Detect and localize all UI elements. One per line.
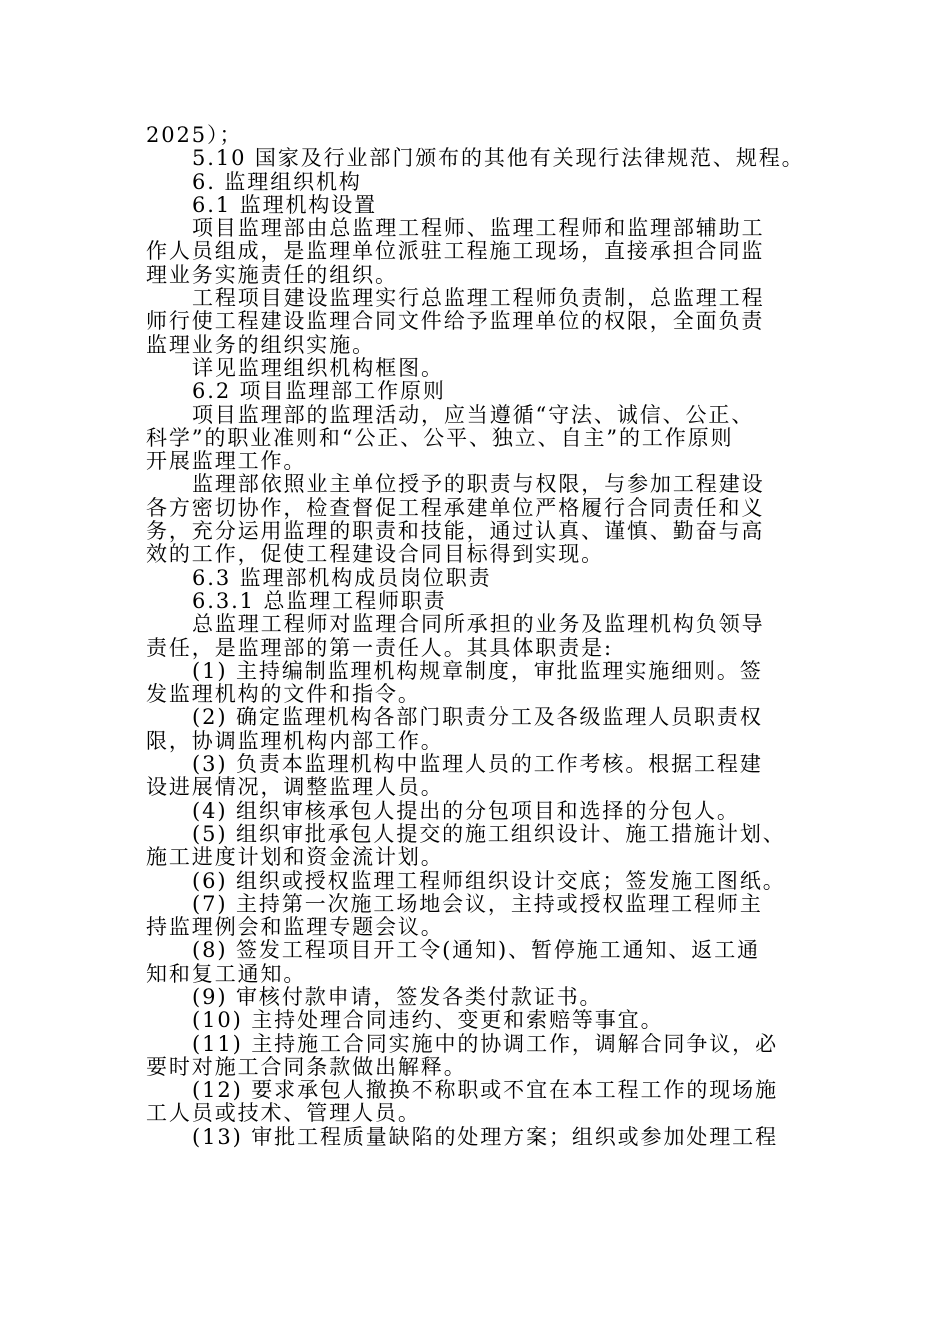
text-line: (6) 组织或授权监理工程师组织设计交底；签发施工图纸。 <box>192 868 786 893</box>
text-line: 6.3.1 总监理工程师职责 <box>192 588 447 613</box>
text-line: 开展监理工作。 <box>146 449 307 474</box>
text-line: (2) 确定监理机构各部门职责分工及各级监理人员职责权 <box>192 705 763 730</box>
text-line: 6. 监理组织机构 <box>192 169 362 194</box>
text-line: (1) 主持编制监理机构规章制度，审批监理实施细则。签 <box>192 658 763 683</box>
text-line: 持监理例会和监理专题会议。 <box>146 915 444 940</box>
text-line: (7) 主持第一次施工场地会议，主持或授权监理工程师主 <box>192 891 763 916</box>
text-line: (13) 审批工程质量缺陷的处理方案；组织或参加处理工程 <box>192 1124 778 1149</box>
text-line: 限，协调监理机构内部工作。 <box>146 728 444 753</box>
text-line: 监理业务的组织实施。 <box>146 332 375 357</box>
text-line: (5) 组织审批承包人提交的施工组织设计、施工措施计划、 <box>192 821 786 846</box>
document-body <box>146 124 810 1149</box>
text-line: 作人员组成，是监理单位派驻工程施工现场，直接承担合同监 <box>146 239 765 264</box>
text-line: 总监理工程师对监理合同所承担的业务及监理机构负领导 <box>192 612 765 637</box>
text-line: (8) 签发工程项目开工令(通知)、暂停施工通知、返工通 <box>192 938 761 963</box>
text-line: 施工进度计划和资金流计划。 <box>146 845 444 870</box>
text-line: 设进展情况，调整监理人员。 <box>146 775 444 800</box>
text-line: 责任，是监理部的第一责任人。其具体职责是: <box>146 635 613 660</box>
text-line: 师行使工程建设监理合同文件给予监理单位的权限，全面负责 <box>146 309 765 334</box>
text-line: 工程项目建设监理实行总监理工程师负责制，总监理工程 <box>192 286 765 311</box>
text-line: 项目监理部的监理活动，应当遵循“守法、诚信、公正、 <box>192 402 755 427</box>
text-line: 6.1 监理机构设置 <box>192 192 378 217</box>
text-line: 务，充分运用监理的职责和技能，通过认真、谨慎、勤奋与高 <box>146 519 765 544</box>
text-line: (11) 主持施工合同实施中的协调工作，调解合同争议，必 <box>192 1031 778 1056</box>
text-line: 监理部依照业主单位授予的职责与权限，与参加工程建设 <box>192 472 765 497</box>
text-line: (3) 负责本监理机构中监理人员的工作考核。根据工程建 <box>192 752 763 777</box>
text-line: (9) 审核付款申请，签发各类付款证书。 <box>192 984 603 1009</box>
text-line: 项目监理部由总监理工程师、监理工程师和监理部辅助工 <box>192 216 765 241</box>
text-line: 6.3 监理部机构成员岗位职责 <box>192 565 492 590</box>
text-line: 科学”的职业准则和“公正、公平、独立、自主”的工作原则 <box>146 425 734 450</box>
text-line: 详见监理组织机构框图。 <box>192 355 444 380</box>
text-line: 发监理机构的文件和指令。 <box>146 682 421 707</box>
text-line: (10) 主持处理合同违约、变更和索赔等事宜。 <box>192 1008 664 1033</box>
text-line: 效的工作，促使工程建设合同目标得到实现。 <box>146 542 604 567</box>
text-line: (12) 要求承包人撤换不称职或不宜在本工程工作的现场施 <box>192 1078 778 1103</box>
text-line: (4) 组织审核承包人提出的分包项目和选择的分包人。 <box>192 798 740 823</box>
text-line: 2025）； <box>146 123 243 147</box>
text-line: 知和复工通知。 <box>146 961 307 986</box>
text-line: 6.2 项目监理部工作原则 <box>192 379 446 404</box>
text-line: 理业务实施责任的组织。 <box>146 262 398 287</box>
text-line: 各方密切协作，检查督促工程承建单位严格履行合同责任和义 <box>146 495 765 520</box>
text-line: 要时对施工合同条款做出解释。 <box>146 1054 467 1079</box>
text-line: 5.10 国家及行业部门颁布的其他有关现行法律规范、规程。 <box>192 146 805 171</box>
text-line: 工人员或技术、管理人员。 <box>146 1101 421 1126</box>
